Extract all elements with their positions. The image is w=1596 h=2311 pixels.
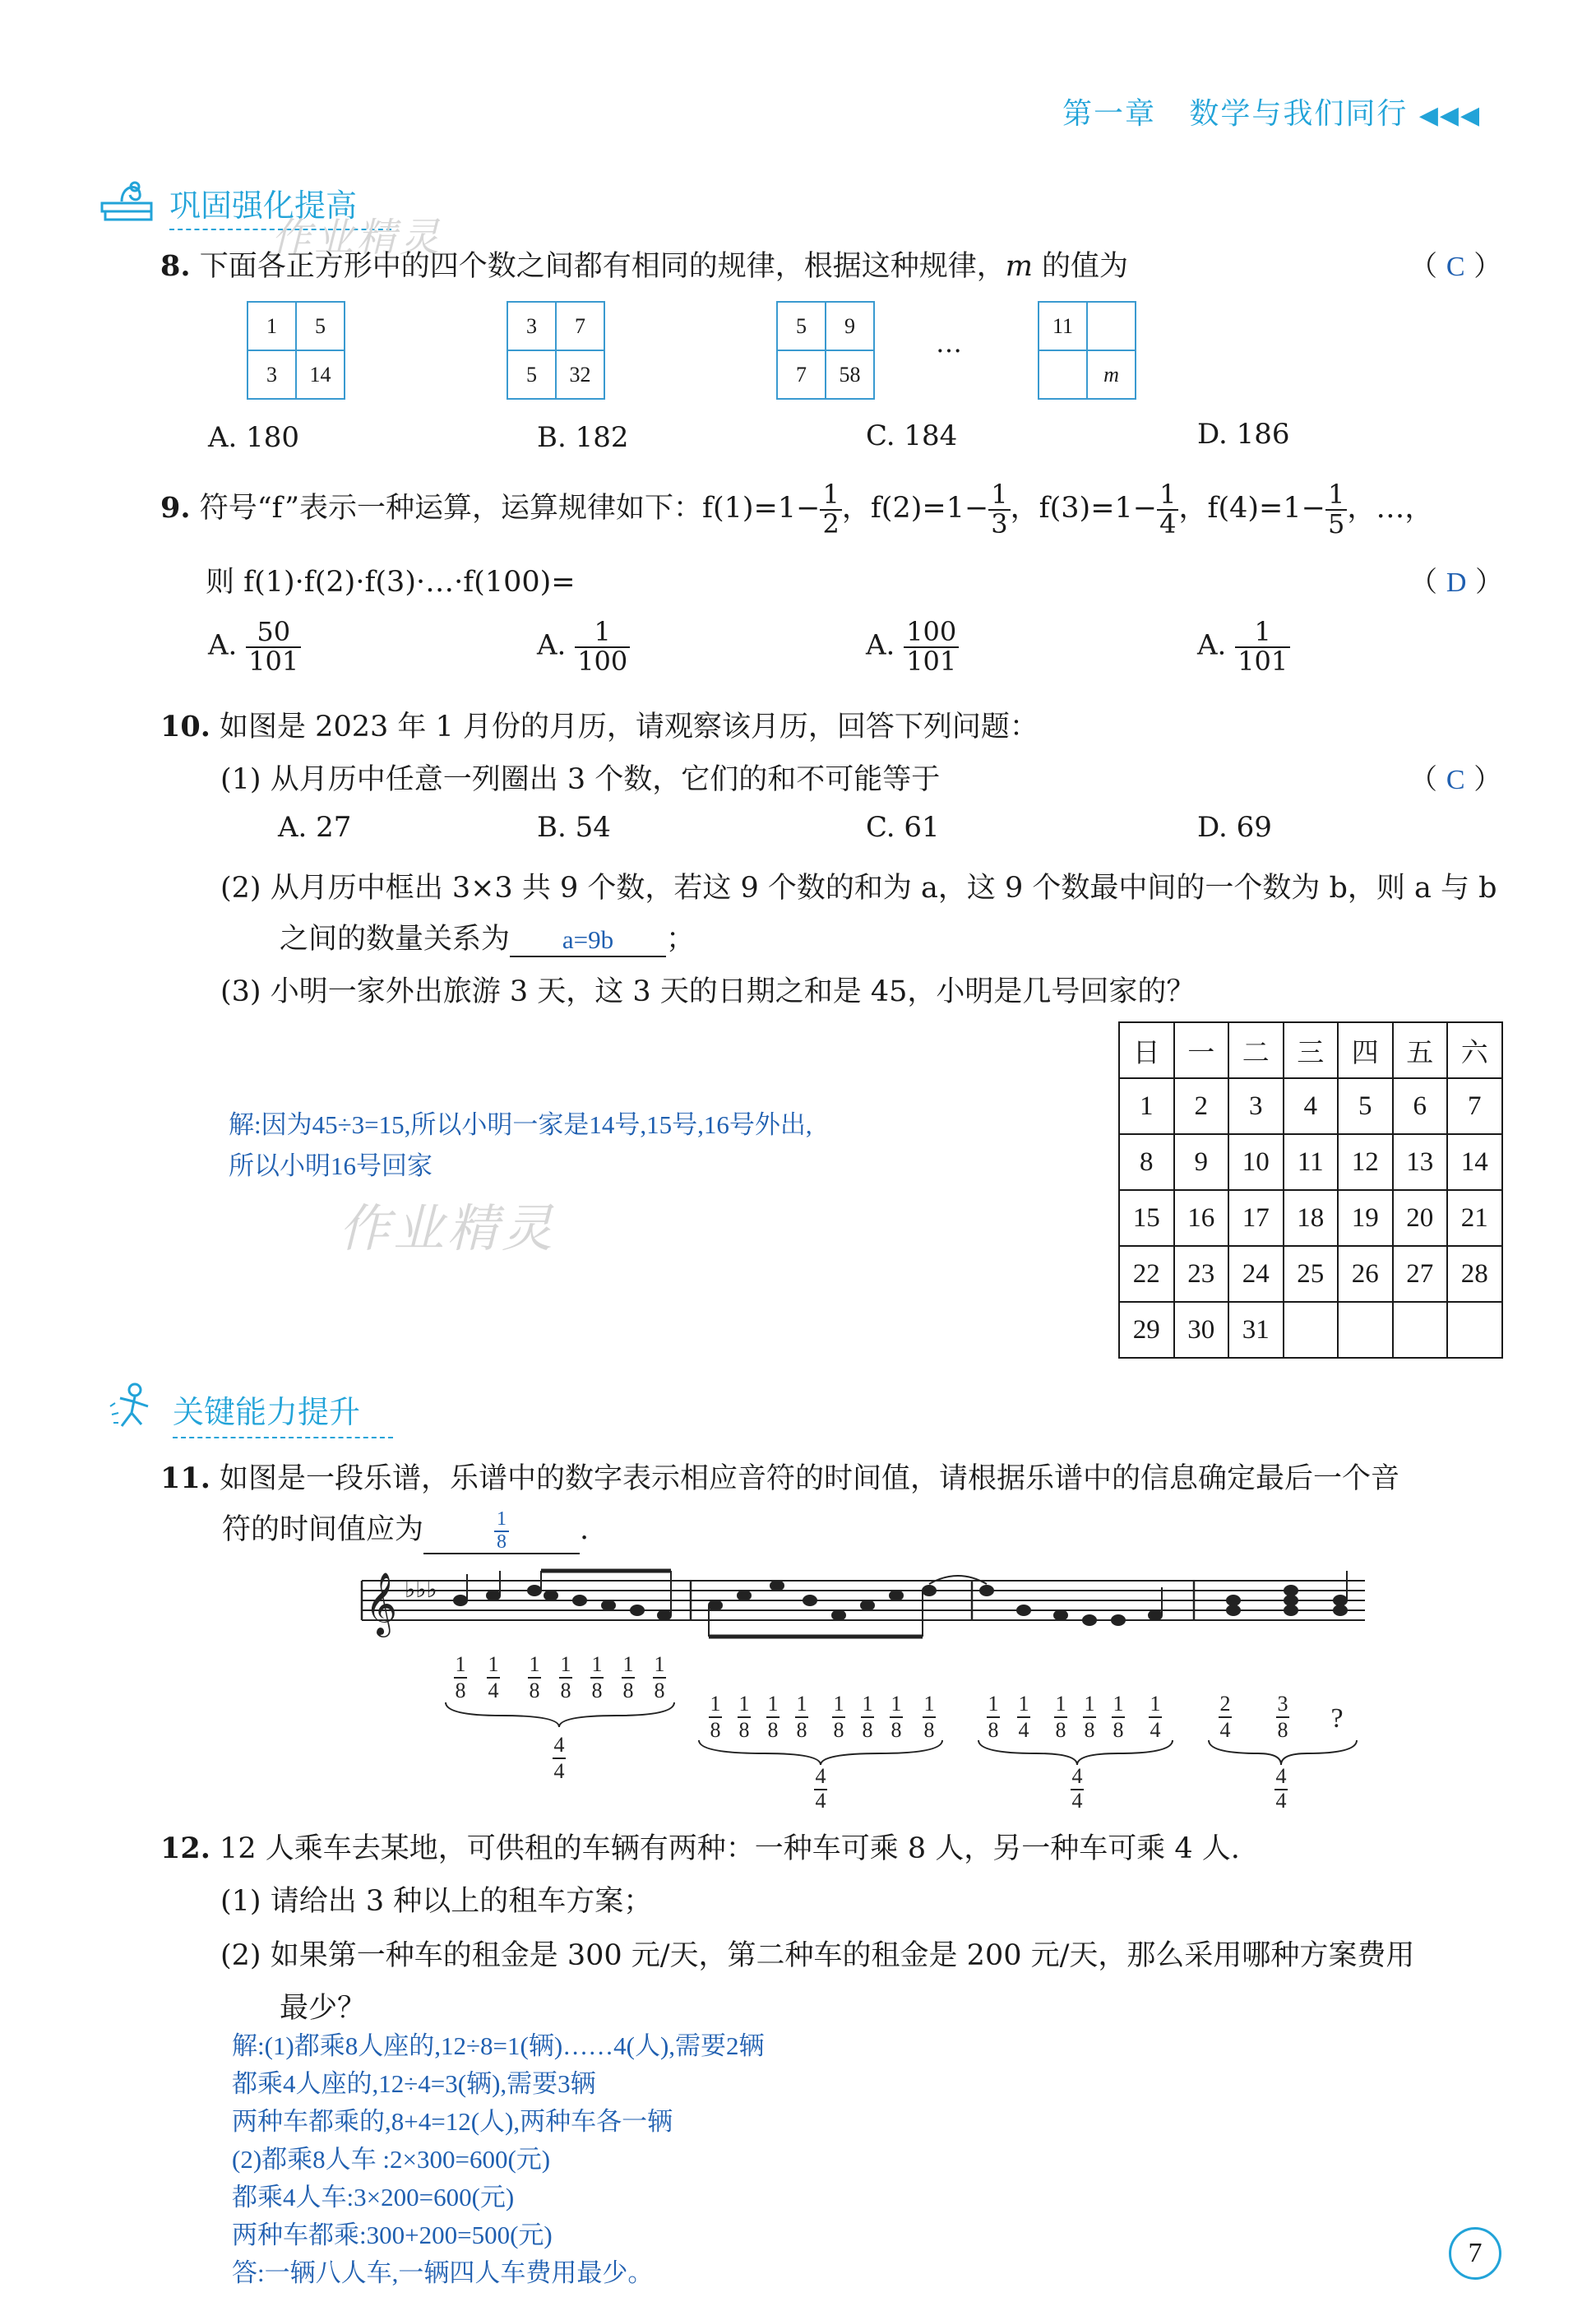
svg-text:8: 8	[622, 1679, 634, 1702]
measure-1-values	[446, 1652, 674, 1783]
q10-part1: (1) 从月历中任意一列圈出 3 个数，它们的和不可能等于	[220, 763, 941, 796]
calendar-day: 2	[1174, 1078, 1229, 1134]
q8-option-d: D. 186	[1197, 418, 1290, 451]
q8-option-a: A. 180	[208, 421, 300, 454]
q12-solution-line: 都乘4人车:3×200=600(元)	[232, 2183, 515, 2211]
staff-lines	[362, 1581, 1365, 1620]
svg-text:4: 4	[1275, 1764, 1287, 1788]
time-value	[1017, 1692, 1030, 1742]
calendar-header: 三	[1284, 1022, 1339, 1078]
svg-text:1: 1	[488, 1652, 499, 1676]
svg-text:8: 8	[455, 1679, 466, 1702]
time-value	[1276, 1692, 1289, 1742]
svg-text:4: 4	[1018, 1718, 1029, 1742]
grid-cell: 9	[826, 302, 874, 350]
q11-text: 如图是一段乐谱，乐谱中的数字表示相应音符的时间值，请根据乐谱中的信息确定最后一个音	[220, 1462, 1400, 1495]
svg-text:1: 1	[833, 1692, 844, 1716]
svg-text:4: 4	[553, 1733, 565, 1757]
q8-option-b: B. 182	[537, 421, 629, 454]
calendar-day: 12	[1338, 1134, 1393, 1190]
calendar-day: 1	[1119, 1078, 1174, 1134]
svg-text:1: 1	[622, 1652, 634, 1676]
calendar-day: 13	[1393, 1134, 1448, 1190]
svg-text:8: 8	[891, 1718, 902, 1742]
calendar-day: 22	[1119, 1246, 1174, 1302]
book-stack-icon	[97, 177, 160, 226]
time-value	[454, 1652, 467, 1702]
calendar-day: 26	[1338, 1246, 1393, 1302]
treble-clef-icon: 𝄞	[365, 1572, 398, 1635]
calendar-day: 9	[1174, 1134, 1229, 1190]
time-value	[487, 1652, 500, 1702]
chapter-header	[1062, 90, 1481, 132]
grid-cell: 7	[777, 350, 826, 399]
svg-text:8: 8	[591, 1679, 603, 1702]
q9-term: f(1)=1− $\frac{1}{2}$	[702, 492, 842, 525]
calendar-day	[1393, 1302, 1448, 1358]
svg-text:1: 1	[560, 1652, 571, 1676]
q8-text: 下面各正方形中的四个数之间都有相同的规律，根据这种规律，	[199, 250, 1006, 283]
time-value	[1149, 1692, 1162, 1742]
chapter-title: 数学与我们同行	[1189, 97, 1409, 131]
calendar-header: 日	[1119, 1022, 1174, 1078]
answer-blank	[510, 923, 666, 957]
time-value	[709, 1692, 722, 1742]
q8-answer-paren: （ C ）	[1409, 250, 1502, 283]
calendar-day: 17	[1228, 1190, 1284, 1246]
q12-stem	[160, 1826, 1240, 1867]
calendar-day	[1338, 1302, 1393, 1358]
calendar-day: 25	[1284, 1246, 1339, 1302]
calendar-day: 18	[1284, 1190, 1339, 1246]
measure-4-values	[1209, 1692, 1357, 1809]
svg-text:1: 1	[1084, 1692, 1095, 1716]
watermark-middle: 作业精灵	[339, 1198, 557, 1258]
fraction: $\frac{50}{101}$	[246, 618, 301, 675]
q8-number: 8.	[160, 249, 191, 283]
grid-cell: 32	[556, 350, 604, 399]
calendar-day: 29	[1119, 1302, 1174, 1358]
q8-option-c: C. 184	[866, 419, 958, 452]
calendar-day: 21	[1447, 1190, 1502, 1246]
time-value	[590, 1652, 604, 1702]
svg-text:1: 1	[1055, 1692, 1066, 1716]
grid-cell: 7	[556, 302, 604, 350]
fraction: $\frac{1}{101}$	[1235, 618, 1290, 675]
svg-text:1: 1	[923, 1692, 935, 1716]
q10-solution-line1: 解:因为45÷3=15,所以小明一家是14号,15号,16号外出,	[229, 1110, 812, 1139]
q11-answer: $\frac{1}{8}$	[494, 1509, 509, 1552]
q9-option-b: A. $\frac{1}{100}$	[537, 618, 630, 675]
fraction: $\frac{100}{101}$	[904, 618, 959, 675]
calendar-header: 一	[1174, 1022, 1229, 1078]
section2-title: 关键能力提升	[173, 1387, 393, 1438]
grid-cell: 14	[296, 350, 345, 399]
svg-text:8: 8	[1277, 1718, 1288, 1742]
calendar-day: 27	[1393, 1246, 1448, 1302]
q10-number: 10.	[160, 710, 210, 743]
q8-square-1	[247, 301, 345, 400]
grid-cell: 1	[247, 302, 296, 350]
grid-cell: 5	[296, 302, 345, 350]
calendar-day: 30	[1174, 1302, 1229, 1358]
grid-cell: 11	[1039, 302, 1087, 350]
svg-text:2: 2	[1219, 1692, 1231, 1716]
q12-solution-line: 两种车都乘:300+200=500(元)	[232, 2221, 553, 2249]
grid-cell: 3	[247, 350, 296, 399]
q10-part2-line1: (2) 从月历中框出 3×3 共 9 个数，若这 9 个数的和为 a，这 9 个数最中间的一个数为 b，则 a 与 b	[220, 872, 1497, 905]
calendar-day: 8	[1119, 1134, 1174, 1190]
calendar-day: 28	[1447, 1246, 1502, 1302]
q11-number: 11.	[160, 1461, 210, 1495]
section2-heading	[105, 1382, 401, 1434]
measure-total	[1071, 1764, 1084, 1809]
q10-option-a: A. 27	[278, 811, 352, 844]
q12-solution-line: 解:(1)都乘8人座的,12÷8=1(辆)……4(人),需要2辆	[232, 2031, 765, 2060]
measure-total	[553, 1733, 566, 1783]
measure-total	[1274, 1764, 1288, 1809]
calendar-header: 六	[1447, 1022, 1502, 1078]
calendar-day: 3	[1228, 1078, 1284, 1134]
time-value	[1054, 1692, 1067, 1742]
calendar-table	[1118, 1021, 1503, 1359]
q12-part1: (1) 请给出 3 种以上的租车方案；	[220, 1885, 653, 1918]
q12-solution-line: 答:一辆八人车,一辆四人车费用最少。	[232, 2258, 654, 2287]
calendar-day	[1447, 1302, 1502, 1358]
svg-text:8: 8	[529, 1679, 540, 1702]
svg-text:4: 4	[1150, 1718, 1161, 1742]
calendar-header: 四	[1338, 1022, 1393, 1078]
q9-term: f(2)=1− $\frac{1}{3}$	[871, 492, 1011, 525]
q9-option-c: A. $\frac{100}{101}$	[866, 618, 959, 675]
svg-text:1: 1	[796, 1692, 807, 1716]
svg-text:1: 1	[654, 1652, 665, 1676]
grid-cell: 5	[507, 350, 556, 399]
grid-cell: 3	[507, 302, 556, 350]
fraction: $\frac{1}{100}$	[575, 618, 630, 675]
fraction: $\frac{1}{5}$	[1325, 481, 1347, 538]
q9-option-d: A. $\frac{1}{101}$	[1197, 618, 1290, 675]
calendar-header: 二	[1228, 1022, 1284, 1078]
q10-answer-paren: （ C ）	[1409, 763, 1502, 796]
fraction: $\frac{1}{4}$	[1157, 481, 1178, 538]
svg-text:8: 8	[1084, 1718, 1095, 1742]
svg-text:4: 4	[1071, 1764, 1083, 1788]
q9-option-a: A. $\frac{50}{101}$	[208, 618, 301, 675]
page-number: 7	[1468, 2238, 1483, 2268]
grid-cell: 5	[777, 302, 826, 350]
q9-number: 9.	[160, 491, 191, 526]
q10-option-d: D. 69	[1197, 811, 1272, 844]
svg-text:8: 8	[833, 1718, 844, 1742]
svg-text:1: 1	[767, 1692, 779, 1716]
time-value	[559, 1652, 572, 1702]
flat-signs: ♭♭♭	[405, 1576, 437, 1603]
svg-text:1: 1	[738, 1692, 750, 1716]
svg-text:4: 4	[815, 1789, 826, 1809]
svg-text:8: 8	[767, 1718, 779, 1742]
time-value	[890, 1692, 903, 1742]
svg-text:8: 8	[1113, 1718, 1124, 1742]
q8-answer: C	[1446, 252, 1465, 282]
q10-stem	[160, 704, 1039, 745]
time-value	[766, 1692, 779, 1742]
q8-ellipsis: …	[936, 327, 962, 359]
svg-text:4: 4	[488, 1679, 499, 1702]
q11-line2: 符的时间值应为 $\frac{1}{8}$ .	[222, 1507, 589, 1554]
arrows-icon: ◀◀◀	[1418, 101, 1482, 130]
sheet-music	[354, 1563, 1538, 1809]
svg-text:4: 4	[815, 1764, 826, 1788]
time-value	[1112, 1692, 1125, 1742]
q10-option-b: B. 54	[537, 811, 611, 844]
calendar-day: 6	[1393, 1078, 1448, 1134]
calendar-day: 20	[1393, 1190, 1448, 1246]
calendar-day	[1284, 1302, 1339, 1358]
q8-stem	[160, 243, 1128, 285]
q9-term: f(3)=1− $\frac{1}{4}$	[1039, 492, 1179, 525]
calendar-day: 5	[1338, 1078, 1393, 1134]
svg-text:8: 8	[710, 1718, 721, 1742]
unknown-value: ?	[1330, 1703, 1344, 1734]
q9-stem: 9. 符号“f”表示一种运算，运算规律如下：f(1)=1− $\frac{1}{2}$ ，f(2)=1− $\frac{1}{3}$ ，f(3)=1− $\frac{1}{4}$ ，f(4)=1− $\frac{1}{5}$ ，…，	[160, 479, 1434, 540]
q12-text: 12 人乘车去某地，可供租的车辆有两种：一种车可乘 8 人，另一种车可乘 4 人.	[220, 1832, 1240, 1865]
q9-tail: ，…，	[1347, 492, 1434, 526]
q10-text: 如图是 2023 年 1 月份的月历，请观察该月历，回答下列问题：	[220, 711, 1039, 743]
grid-cell	[1087, 302, 1136, 350]
calendar-day: 7	[1447, 1078, 1502, 1134]
svg-text:1: 1	[862, 1692, 873, 1716]
svg-text:8: 8	[862, 1718, 873, 1742]
time-value	[528, 1652, 541, 1702]
svg-text:8: 8	[988, 1718, 999, 1742]
q9-text: 符号“f”表示一种运算，运算规律如下：	[199, 492, 703, 526]
time-value	[1219, 1692, 1232, 1742]
calendar-day: 23	[1174, 1246, 1229, 1302]
calendar-day: 11	[1284, 1134, 1339, 1190]
time-value	[738, 1692, 751, 1742]
time-value	[1083, 1692, 1096, 1742]
fraction: $\frac{1}{3}$	[988, 481, 1010, 538]
q12-part2-line1: (2) 如果第一种车的租金是 300 元/天，第二种车的租金是 200 元/天，那么采用哪种方案费用	[220, 1939, 1415, 1972]
q11-line1	[160, 1456, 1399, 1497]
page-number-badge	[1449, 2227, 1501, 2280]
section1-title: 巩固强化提高	[169, 180, 391, 230]
q8-var: m	[1005, 250, 1033, 283]
time-value	[923, 1692, 936, 1742]
q8-text-end: 的值为	[1032, 250, 1129, 283]
calendar-day: 24	[1228, 1246, 1284, 1302]
time-value	[861, 1692, 874, 1742]
q10-p2-answer: a=9b	[562, 925, 614, 954]
measure-2-values	[699, 1692, 942, 1809]
q12-number: 12.	[160, 1832, 210, 1865]
calendar-day: 31	[1228, 1302, 1284, 1358]
grid-cell	[1039, 350, 1087, 399]
calendar-day: 15	[1119, 1190, 1174, 1246]
q12-solution-line: 两种车都乘的,8+4=12(人),两种车各一辆	[232, 2107, 673, 2136]
grid-cell: m	[1087, 350, 1136, 399]
grid-cell: 58	[826, 350, 874, 399]
q9-answer: D	[1446, 567, 1467, 598]
calendar-day: 4	[1284, 1078, 1339, 1134]
calendar-day: 14	[1447, 1134, 1502, 1190]
fraction: $\frac{1}{2}$	[820, 481, 841, 538]
q12-solution-line: 都乘4人座的,12÷4=3(辆),需要3辆	[232, 2069, 596, 2098]
measure-3-values	[978, 1692, 1173, 1809]
chapter-label: 第一章	[1062, 97, 1157, 131]
time-value	[987, 1692, 1000, 1742]
svg-text:1: 1	[891, 1692, 902, 1716]
svg-text:8: 8	[923, 1718, 935, 1742]
answer-blank	[423, 1509, 580, 1554]
svg-text:8: 8	[560, 1679, 571, 1702]
svg-text:1: 1	[710, 1692, 721, 1716]
calendar-day: 10	[1228, 1134, 1284, 1190]
svg-text:1: 1	[1150, 1692, 1161, 1716]
svg-text:4: 4	[1219, 1718, 1231, 1742]
q9-term: f(4)=1− $\frac{1}{5}$	[1208, 492, 1348, 525]
svg-text:1: 1	[1113, 1692, 1124, 1716]
svg-text:4: 4	[553, 1759, 565, 1783]
q12-solution-line: (2)都乘8人车 :2×300=600(元)	[232, 2145, 551, 2174]
q10-part3: (3) 小明一家外出旅游 3 天，这 3 天的日期之和是 45，小明是几号回家的？	[220, 975, 1196, 1008]
svg-text:4: 4	[1275, 1789, 1287, 1809]
q10-p1-answer: C	[1446, 765, 1465, 795]
q12-part2-line2: 最少？	[280, 1992, 367, 2025]
svg-text:8: 8	[654, 1679, 665, 1702]
svg-text:1: 1	[529, 1652, 540, 1676]
q8-square-4	[1038, 301, 1136, 400]
svg-text:8: 8	[796, 1718, 807, 1742]
time-value	[653, 1652, 666, 1702]
calendar-day: 16	[1174, 1190, 1229, 1246]
measure-total	[814, 1764, 827, 1809]
svg-text:1: 1	[988, 1692, 999, 1716]
q10-option-c: C. 61	[866, 811, 940, 844]
time-value	[795, 1692, 808, 1742]
time-value	[832, 1692, 845, 1742]
watermark-top: 作业精灵	[271, 215, 443, 261]
q9-answer-paren: （ D ）	[1409, 566, 1504, 599]
svg-text:1: 1	[455, 1652, 466, 1676]
svg-text:8: 8	[1055, 1718, 1066, 1742]
calendar-header: 五	[1393, 1022, 1448, 1078]
q9-line2: 则 f(1)·f(2)·f(3)·…·f(100)=	[206, 566, 576, 599]
q8-square-3	[776, 301, 875, 400]
calendar-day: 19	[1338, 1190, 1393, 1246]
svg-text:4: 4	[1071, 1789, 1083, 1809]
q10-part2-line2: 之间的数量关系为 a=9b ；	[280, 923, 696, 956]
svg-text:8: 8	[738, 1718, 750, 1742]
svg-text:1: 1	[591, 1652, 603, 1676]
q8-square-2	[507, 301, 605, 400]
svg-text:3: 3	[1277, 1692, 1288, 1716]
q10-solution-line2: 所以小明16号回家	[229, 1151, 433, 1180]
runner-icon	[105, 1382, 163, 1434]
time-value	[622, 1652, 635, 1702]
svg-text:1: 1	[1018, 1692, 1029, 1716]
